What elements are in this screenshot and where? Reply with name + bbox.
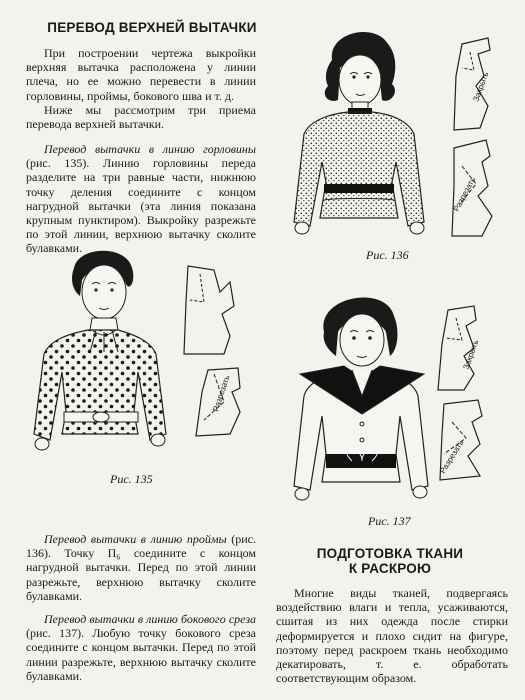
side-section: [26, 612, 256, 683]
page-title: ПЕРЕВОД ВЕРХНЕЙ ВЫТАЧКИ: [47, 20, 257, 35]
intro-paragraph-1: При построении чертежа выкройки верхняя вытачка расположена у линии плеча, но ее можно перевести в линии горловины, проймы, бокового шва и т. д.: [26, 46, 256, 103]
side-text: (рис. 137). Любую точку бокового среза соедините с концом вытачки. Перед по этой линии разрежьте, верхнюю вытачку сколите булавками.: [26, 626, 256, 683]
fig137-pattern-icon: [434, 304, 514, 484]
fig137-caption: Рис. 137: [368, 514, 411, 528]
fig135-blouse-figure-icon: [26, 244, 176, 469]
armhole-text: (рис. 136). Точку П₆ соедините с концом нагрудной вытачки. Перед по этой линии разрежьте, верхнюю вытачку сколите булавками.: [26, 532, 257, 603]
svg-text:Закрыть: Закрыть: [461, 338, 481, 371]
neck-section: [26, 142, 256, 256]
fig136-caption: Рис. 136: [366, 248, 409, 262]
armhole-heading: Перевод вытачки в линию проймы: [44, 532, 227, 546]
fig136-dress-figure-icon: [280, 22, 450, 242]
section2-title-line2: К РАСКРОЮ: [348, 561, 432, 576]
svg-text:Разрезать: Разрезать: [438, 438, 466, 476]
svg-text:Закрыть: Закрыть: [471, 70, 491, 103]
section2-title-line1: ПОДГОТОВКА ТКАНИ: [316, 546, 464, 561]
fig137-blouse-figure-icon: [286, 286, 436, 511]
intro-text: [26, 46, 256, 131]
armhole-section: [26, 532, 256, 603]
fig135-caption: Рис. 135: [110, 472, 153, 486]
svg-text:Разрезать: Разрезать: [451, 175, 478, 213]
fig136-pattern-icon: [448, 36, 518, 246]
fig135-pattern-icon: [174, 262, 254, 442]
svg-text:Разрезать: Разрезать: [211, 374, 232, 413]
side-heading: Перевод вытачки в линию бокового среза: [44, 612, 256, 626]
section2-title: [290, 546, 490, 576]
intro-paragraph-2: Ниже мы рассмотрим три приема перевода верхней вытачки.: [26, 102, 256, 132]
neck-text: (рис. 135). Линию горловины переда разделите на три равные части, нижнюю точку деления соедините с концом нагрудной вытачки (эта линия показана крупным пунктиром). Выкройку разрежьте по этой линии, верхнюю вытачку сколите булавками.: [26, 156, 256, 256]
section2-text: Многие виды тканей, подвергаясь воздействию влаги и тепла, усаживаются, сшитая из них одежда после стирки деформируется и плохо сидит на фигуре, поэтому перед раскроем ткань необходимо декатировать, т. е. обработать соответствующим образом.: [276, 586, 508, 686]
neck-heading: Перевод вытачки в линию горловины: [44, 142, 256, 156]
